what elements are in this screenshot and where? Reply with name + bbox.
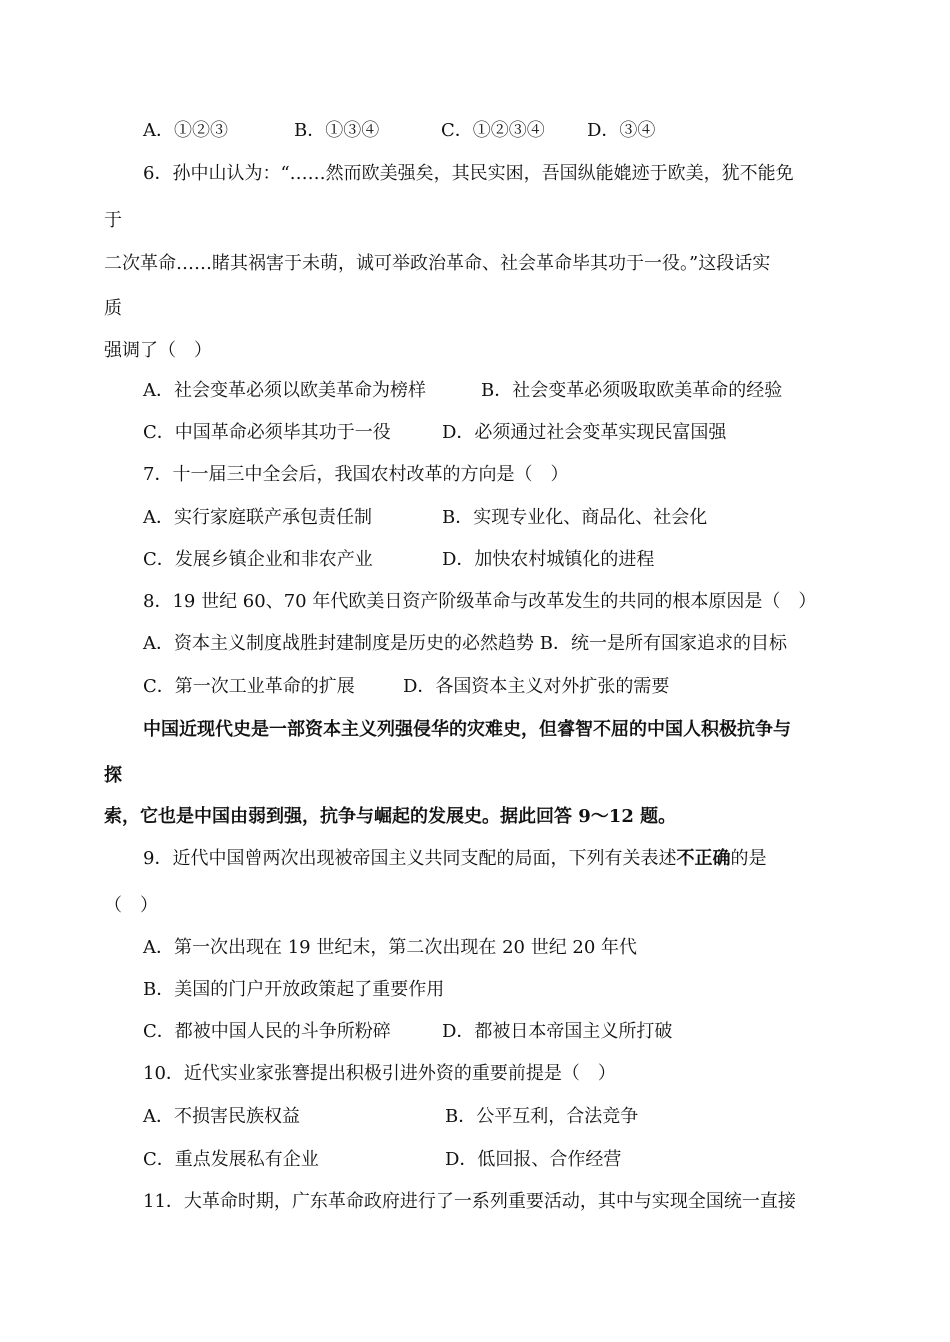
q8-option-d: D．各国资本主义对外扩张的需要 <box>403 676 670 697</box>
q8-stem: 8．19 世纪 60、70 年代欧美日资产阶级革命与改革发生的共同的根本原因是（ ） <box>143 591 817 612</box>
q7-option-a: A．实行家庭联产承包责任制 <box>143 507 372 528</box>
q8-options-ab: A．资本主义制度战胜封建制度是历史的必然趋势 B．统一是所有国家追求的目标 <box>143 633 787 654</box>
q6-stem-line1: 6．孙中山认为：“……然而欧美强矣，其民实困，吾国纵能媲迹于欧美，犹不能免 <box>143 163 794 184</box>
q10-option-d: D．低回报、合作经营 <box>445 1149 622 1170</box>
q5-option-c: C．①②③④ <box>441 120 545 141</box>
passage-line2: 索，它也是中国由弱到强，抗争与崛起的发展史。据此回答 9～12 题。 <box>104 806 677 827</box>
q9-stem-pre: 9．近代中国曾两次出现被帝国主义共同支配的局面，下列有关表述 <box>143 848 677 869</box>
q9-option-d: D．都被日本帝国主义所打破 <box>442 1021 673 1042</box>
passage-line1: 中国近现代史是一部资本主义列强侵华的灾难史，但睿智不屈的中国人积极抗争与 <box>143 719 791 740</box>
q6-option-d: D．必须通过社会变革实现民富国强 <box>442 422 727 443</box>
q10-option-c: C．重点发展私有企业 <box>143 1149 319 1170</box>
q7-stem: 7．十一届三中全会后，我国农村改革的方向是（ ） <box>143 464 569 485</box>
q6-option-c: C．中国革命必须毕其功于一役 <box>143 422 391 443</box>
q9-stem-post: 的是 <box>730 848 767 869</box>
q7-option-c: C．发展乡镇企业和非农产业 <box>143 549 373 570</box>
q7-option-b: B．实现专业化、商品化、社会化 <box>442 507 708 528</box>
q9-option-b: B．美国的门户开放政策起了重要作用 <box>143 979 445 1000</box>
q5-option-d: D．③④ <box>587 120 656 141</box>
q10-option-b: B．公平互利，合法竞争 <box>445 1106 639 1127</box>
q6-stem-line2: 二次革命……睹其祸害于未萌，诚可举政治革命、社会革命毕其功于一役。”这段话实 <box>104 253 771 274</box>
q11-stem: 11．大革命时期，广东革命政府进行了一系列重要活动，其中与实现全国统一直接 <box>143 1191 796 1212</box>
q6-option-a: A．社会变革必须以欧美革命为榜样 <box>143 380 426 401</box>
q9-stem-tail: （ ） <box>104 895 158 916</box>
q9-option-c: C．都被中国人民的斗争所粉碎 <box>143 1021 391 1042</box>
q6-stem-line2-tail: 质 <box>104 298 122 319</box>
q8-option-c: C．第一次工业革命的扩展 <box>143 676 355 697</box>
q9-option-a: A．第一次出现在 19 世纪末，第二次出现在 20 世纪 20 年代 <box>143 937 638 958</box>
q5-option-b: B．①③④ <box>294 120 380 141</box>
q6-stem-line1-tail: 于 <box>104 210 122 231</box>
q7-option-d: D．加快农村城镇化的进程 <box>442 549 655 570</box>
q10-option-a: A．不损害民族权益 <box>143 1106 300 1127</box>
passage-line1-tail: 探 <box>104 765 122 786</box>
q10-stem: 10．近代实业家张謇提出积极引进外资的重要前提是（ ） <box>143 1063 616 1084</box>
q9-stem <box>143 848 766 870</box>
q9-stem-emphasis: 不正确 <box>676 848 731 869</box>
q6-option-b: B．社会变革必须吸取欧美革命的经验 <box>481 380 783 401</box>
q5-option-a: A．①②③ <box>143 120 228 141</box>
q6-stem-line3: 强调了（ ） <box>104 340 212 361</box>
